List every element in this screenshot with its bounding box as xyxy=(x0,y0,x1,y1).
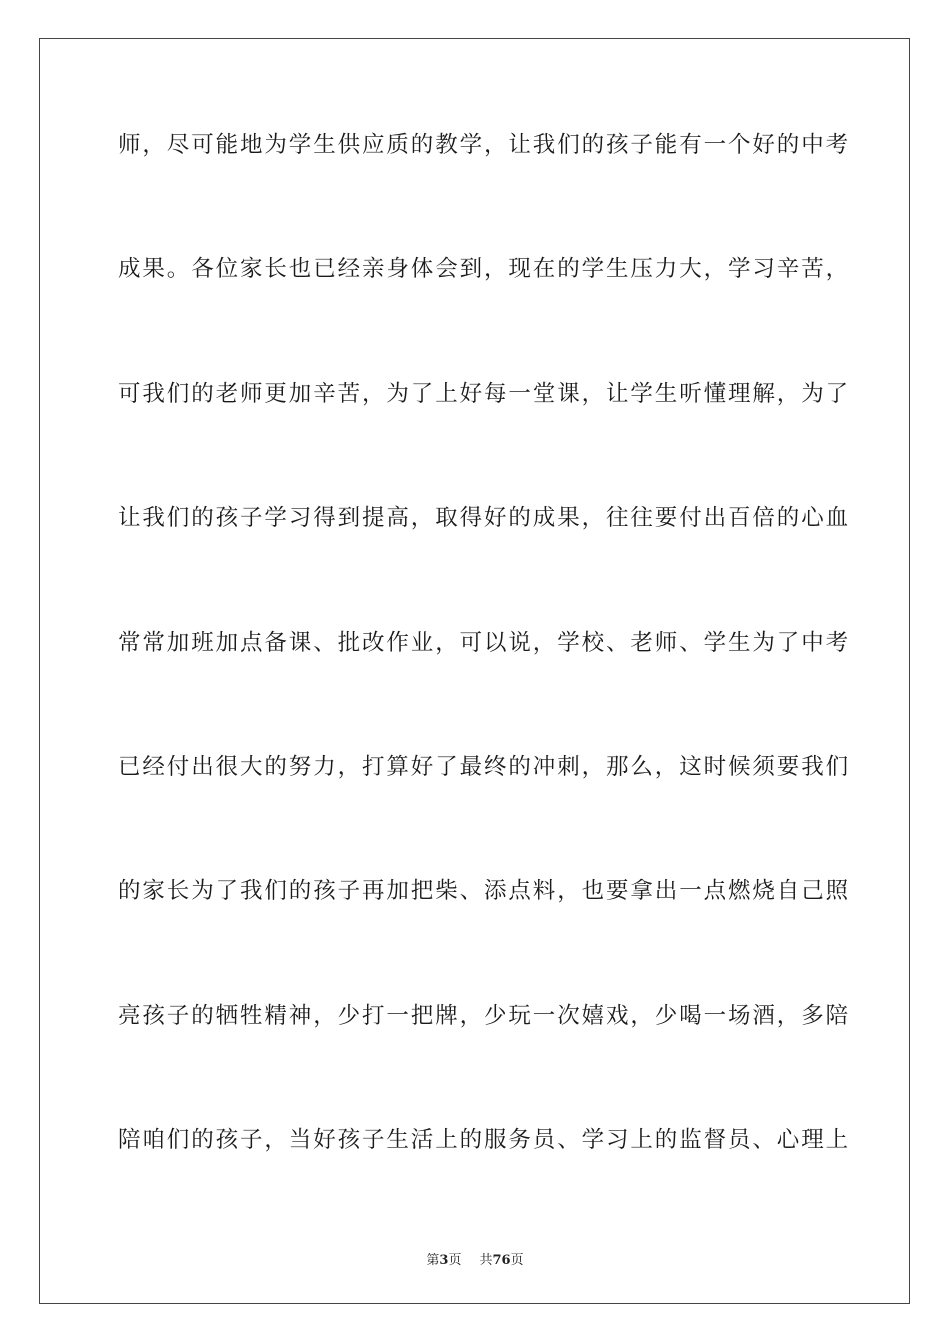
body-text xyxy=(118,125,851,1245)
text-line: 师，尽可能地为学生供应质的教学，让我们的孩子能有一个好的中考 xyxy=(118,132,851,158)
page-footer xyxy=(0,1249,950,1268)
text-line: 亮孩子的牺牲精神，少打一把牌，少玩一次嬉戏，少喝一场酒，多陪 xyxy=(118,1002,851,1029)
page-number: 3 xyxy=(439,1253,449,1268)
text-line: 常常加班加点备课、批改作业，可以说，学校、老师、学生为了中考 xyxy=(118,629,851,656)
text-line: 的家长为了我们的孩子再加把柴、添点料，也要拿出一点燃烧自己照 xyxy=(118,878,851,905)
page-prefix: 第 xyxy=(426,1253,440,1268)
text-line: 让我们的孩子学习得到提高，取得好的成果，往往要付出百倍的心血 xyxy=(118,505,851,532)
text-line: 已经付出很大的努力，打算好了最终的冲刺，那么，这时候须要我们 xyxy=(118,753,851,780)
text-line: 陪咱们的孩子，当好孩子生活上的服务员、学习上的监督员、心理上 xyxy=(118,1127,851,1154)
total-suffix: 页 xyxy=(510,1253,524,1268)
text-line: 成果。各位家长也已经亲身体会到，现在的学生压力大，学习辛苦， xyxy=(118,256,851,283)
text-line: 可我们的老师更加辛苦，为了上好每一堂课，让学生听懂理解，为了 xyxy=(118,380,851,407)
total-pages: 76 xyxy=(492,1253,511,1268)
page-suffix: 页 xyxy=(448,1253,462,1268)
total-prefix: 共 xyxy=(479,1253,493,1268)
